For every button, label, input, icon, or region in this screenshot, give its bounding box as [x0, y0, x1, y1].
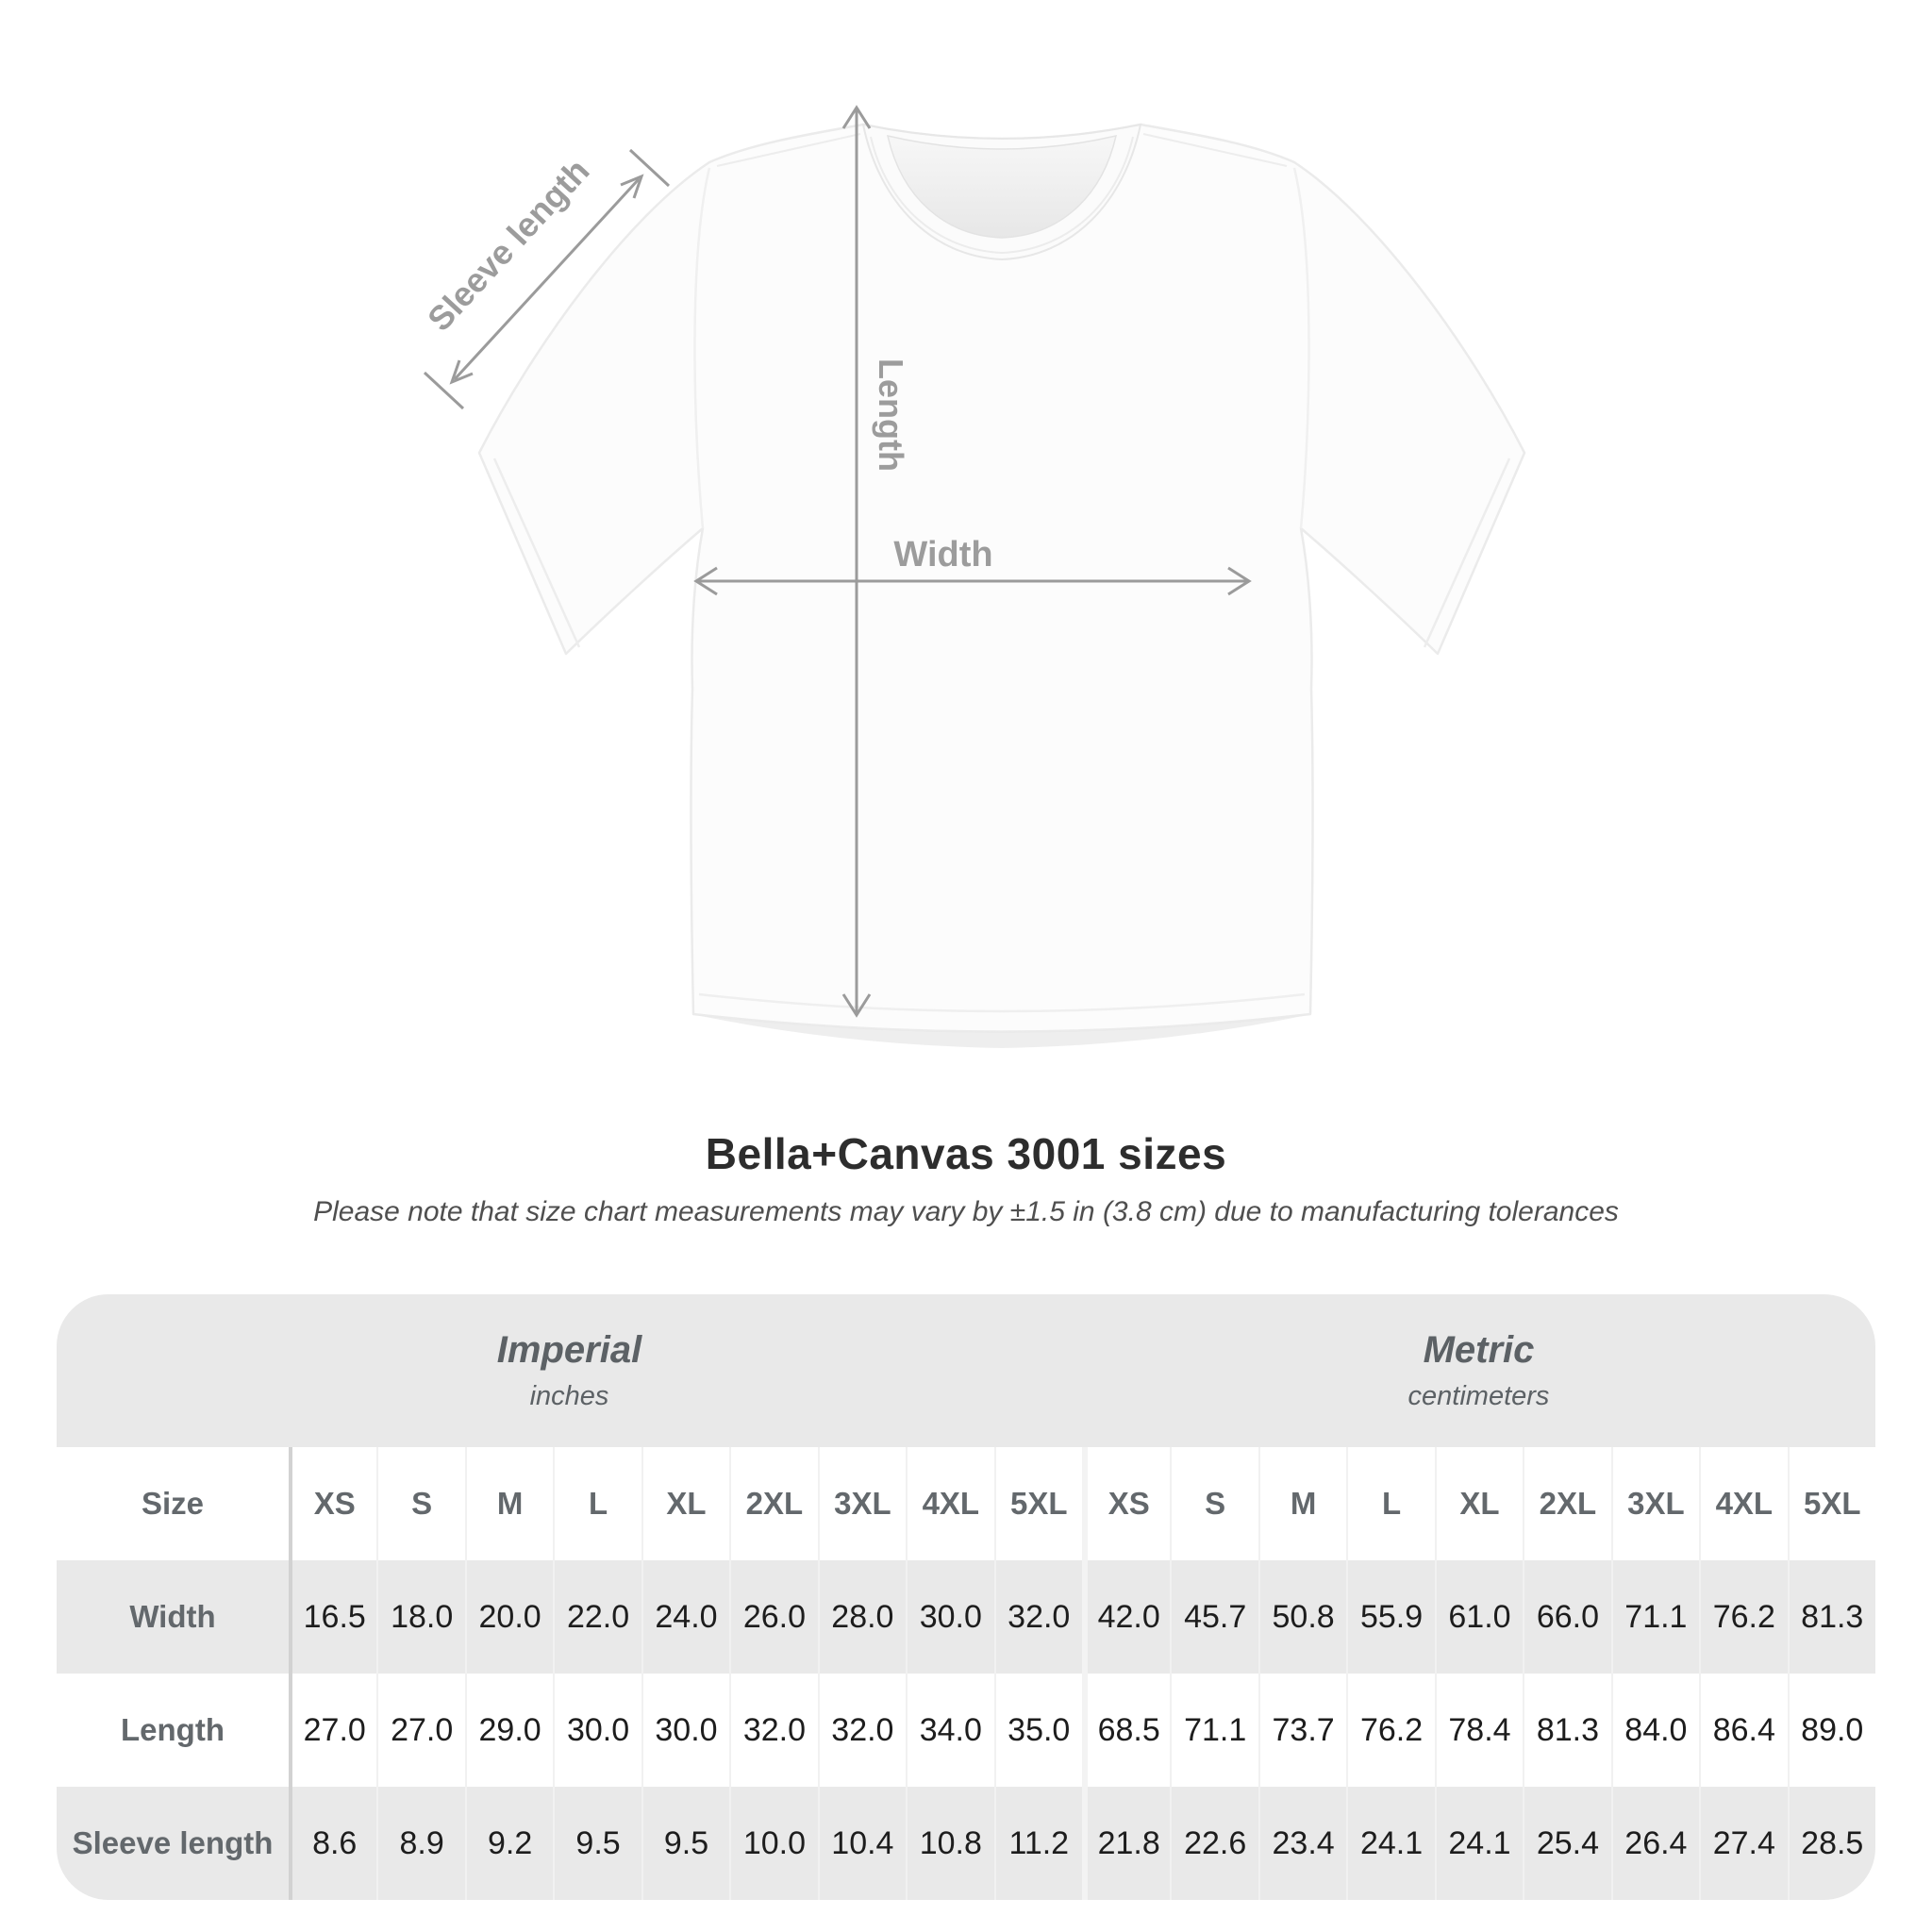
table-cell: 8.9 — [376, 1787, 464, 1900]
table-cell: 9.2 — [465, 1787, 553, 1900]
row-label: Sleeve length — [72, 1825, 274, 1860]
length-label: Length — [872, 358, 910, 472]
table-cell: 24.1 — [1435, 1787, 1523, 1900]
metric-group-header — [1082, 1294, 1875, 1447]
width-label: Width — [893, 535, 993, 575]
table-cell: 9.5 — [641, 1787, 729, 1900]
table-cell: 30.0 — [641, 1674, 729, 1787]
table-cell: 8.6 — [289, 1787, 376, 1900]
table-cell: 84.0 — [1611, 1674, 1699, 1787]
column-header: 3XL — [818, 1447, 906, 1560]
table-cell: 21.8 — [1082, 1787, 1170, 1900]
table-cell: 35.0 — [994, 1674, 1082, 1787]
table-cell: 42.0 — [1082, 1560, 1170, 1674]
table-row-sleeve-length — [57, 1787, 1875, 1900]
table-cell: 18.0 — [376, 1560, 464, 1674]
column-header: 5XL — [994, 1447, 1082, 1560]
size-column-label: Size — [141, 1486, 205, 1521]
column-header: S — [376, 1447, 464, 1560]
table-cell: 9.5 — [553, 1787, 641, 1900]
imperial-subtitle: inches — [529, 1381, 609, 1411]
column-header: 2XL — [1523, 1447, 1610, 1560]
size-header-row — [57, 1447, 1875, 1560]
table-cell: 81.3 — [1523, 1674, 1610, 1787]
table-cell: 11.2 — [994, 1787, 1082, 1900]
table-cell: 73.7 — [1258, 1674, 1346, 1787]
title-block — [0, 1128, 1932, 1228]
metric-subtitle: centimeters — [1407, 1381, 1550, 1411]
table-cell: 25.4 — [1523, 1787, 1610, 1900]
column-header: XS — [289, 1447, 376, 1560]
column-header: M — [465, 1447, 553, 1560]
table-cell: 20.0 — [465, 1560, 553, 1674]
table-cell: 76.2 — [1699, 1560, 1787, 1674]
table-cell: 16.5 — [289, 1560, 376, 1674]
column-header: XS — [1082, 1447, 1170, 1560]
table-cell: 22.0 — [553, 1560, 641, 1674]
column-header: 3XL — [1611, 1447, 1699, 1560]
table-cell: 68.5 — [1082, 1674, 1170, 1787]
table-cell: 34.0 — [906, 1674, 993, 1787]
table-cell: 76.2 — [1346, 1674, 1434, 1787]
table-cell: 27.0 — [289, 1674, 376, 1787]
column-header: 4XL — [906, 1447, 993, 1560]
column-header: XL — [1435, 1447, 1523, 1560]
table-cell: 32.0 — [994, 1560, 1082, 1674]
table-cell: 26.4 — [1611, 1787, 1699, 1900]
table-cell: 23.4 — [1258, 1787, 1346, 1900]
column-header: 2XL — [729, 1447, 817, 1560]
tshirt-measurement-diagram — [396, 47, 1604, 1104]
table-cell: 27.0 — [376, 1674, 464, 1787]
table-cell: 32.0 — [818, 1674, 906, 1787]
column-header: S — [1170, 1447, 1257, 1560]
table-cell: 29.0 — [465, 1674, 553, 1787]
table-cell: 30.0 — [553, 1674, 641, 1787]
table-cell: 61.0 — [1435, 1560, 1523, 1674]
table-cell: 27.4 — [1699, 1787, 1787, 1900]
imperial-group-header — [57, 1294, 1082, 1447]
table-cell: 71.1 — [1611, 1560, 1699, 1674]
table-cell: 32.0 — [729, 1674, 817, 1787]
column-header: L — [1346, 1447, 1434, 1560]
column-header: M — [1258, 1447, 1346, 1560]
table-cell: 28.0 — [818, 1560, 906, 1674]
size-chart-title: Bella+Canvas 3001 sizes — [705, 1129, 1227, 1178]
table-cell: 50.8 — [1258, 1560, 1346, 1674]
table-cell: 24.0 — [641, 1560, 729, 1674]
table-cell: 55.9 — [1346, 1560, 1434, 1674]
table-cell: 66.0 — [1523, 1560, 1610, 1674]
tshirt-illustration — [479, 125, 1524, 1048]
imperial-title: Imperial — [496, 1329, 642, 1371]
column-header: 5XL — [1788, 1447, 1875, 1560]
size-table — [57, 1294, 1875, 1900]
table-cell: 45.7 — [1170, 1560, 1257, 1674]
table-cell: 78.4 — [1435, 1674, 1523, 1787]
sleeve-length-label: Sleeve length — [420, 151, 597, 339]
table-cell: 86.4 — [1699, 1674, 1787, 1787]
table-row-width — [57, 1560, 1875, 1674]
row-label: Length — [121, 1712, 225, 1747]
table-cell: 30.0 — [906, 1560, 993, 1674]
table-cell: 89.0 — [1788, 1674, 1875, 1787]
row-label: Width — [129, 1599, 216, 1634]
column-header: L — [553, 1447, 641, 1560]
table-cell: 22.6 — [1170, 1787, 1257, 1900]
metric-title: Metric — [1423, 1329, 1535, 1371]
table-row-length — [57, 1674, 1875, 1787]
column-header: 4XL — [1699, 1447, 1787, 1560]
table-cell: 10.4 — [818, 1787, 906, 1900]
table-cell: 26.0 — [729, 1560, 817, 1674]
unit-group-header — [57, 1294, 1875, 1447]
table-cell: 10.8 — [906, 1787, 993, 1900]
table-cell: 24.1 — [1346, 1787, 1434, 1900]
table-cell: 10.0 — [729, 1787, 817, 1900]
column-header: XL — [641, 1447, 729, 1560]
table-cell: 81.3 — [1788, 1560, 1875, 1674]
table-cell: 71.1 — [1170, 1674, 1257, 1787]
table-cell: 28.5 — [1788, 1787, 1875, 1900]
tolerance-note: Please note that size chart measurements may vary by ±1.5 in (3.8 cm) due to manufacturing tolerances — [313, 1196, 1619, 1227]
